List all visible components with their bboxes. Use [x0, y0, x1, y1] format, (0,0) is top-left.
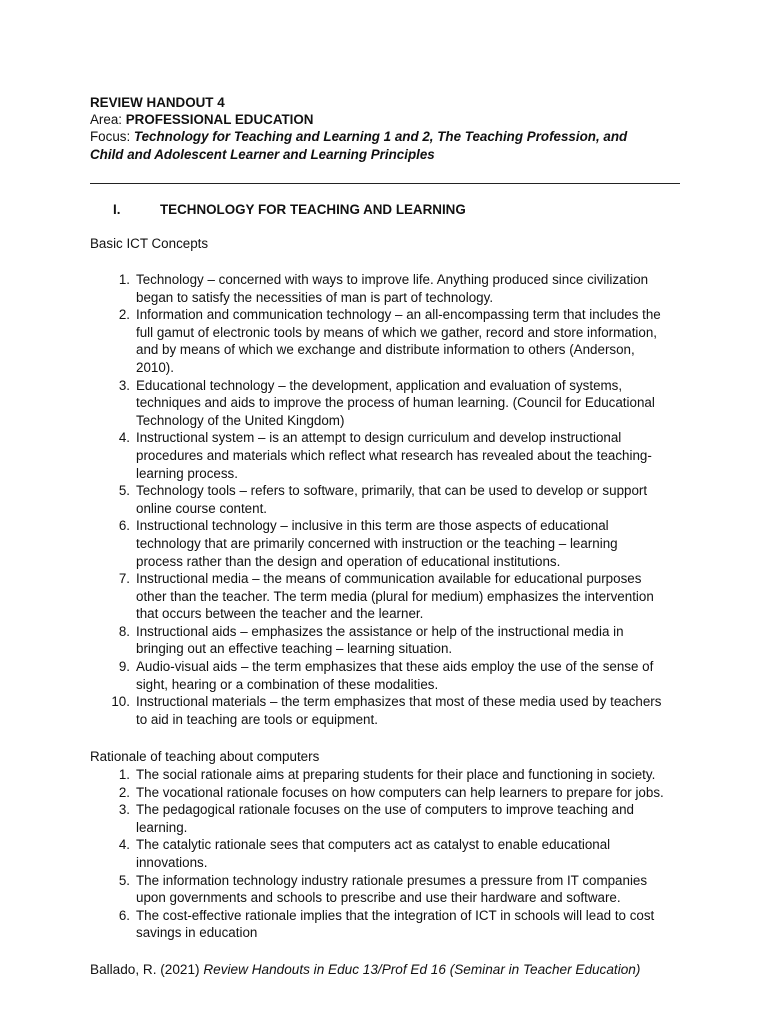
handout-title: REVIEW HANDOUT 4: [90, 95, 225, 110]
list-item-number: 4 .: [110, 836, 130, 854]
list-item-text-line: learning.: [136, 819, 188, 835]
list-item-number: 10 .: [110, 693, 130, 711]
list-item-text-line: savings in education: [136, 925, 258, 941]
basic-ict-list: [90, 271, 680, 728]
list-item: [90, 836, 680, 871]
list-item-text-line: other than the teacher. The term media (plural for medium) emphasizes the intervention: [136, 588, 654, 604]
list-item-text-line: Information and communication technology – an all-encompassing term that includes the: [136, 307, 661, 323]
rationale-list: [90, 766, 680, 942]
area-line: [90, 111, 313, 129]
list-item-number: 5 .: [110, 482, 130, 500]
list-item-text-line: Instructional technology – inclusive in this term are those aspects of educational: [136, 518, 609, 534]
list-item-text-line: techniques and aids to improve the process of human learning. (Council for Educational: [136, 395, 655, 411]
list-item: [90, 482, 680, 517]
list-item: [90, 377, 680, 430]
list-item-text-line: to aid in teaching are tools or equipment.: [136, 711, 378, 727]
list-item-text-line: that occurs between the teacher and the learner.: [136, 606, 424, 622]
list-item-text-line: Technology tools – refers to software, primarily, that can be used to develop or support: [136, 483, 648, 499]
list-item-number: 6 .: [110, 907, 130, 925]
list-item-number: 8 .: [110, 623, 130, 641]
list-item-text-line: The cost-effective rationale implies that the integration of ICT in schools will lead to cost: [136, 907, 655, 923]
list-item-text-line: Instructional media – the means of communication available for educational purposes: [136, 571, 642, 587]
list-item: [90, 271, 680, 306]
list-item-number: 2 .: [110, 306, 130, 324]
focus-label: Focus:: [90, 129, 131, 144]
focus-value-line2: Child and Adolescent Learner and Learning Principles: [90, 147, 435, 162]
focus-value-line1: Technology for Teaching and Learning 1 and 2, The Teaching Profession, and: [133, 129, 628, 144]
list-item-text-line: full gamut of electronic tools by means of which we gather, record and store information,: [136, 324, 658, 340]
list-item: [90, 658, 680, 693]
list-item-number: 2 .: [110, 784, 130, 802]
list-item-text-line: Educational technology – the development, application and evaluation of systems,: [136, 377, 623, 393]
list-item: [90, 623, 680, 658]
list-item-number: 5 .: [110, 872, 130, 890]
list-item: [90, 429, 680, 482]
list-item-number: 1 .: [110, 766, 130, 784]
list-item-text-line: online course content.: [136, 500, 268, 516]
list-item-number: 1 .: [110, 271, 130, 289]
list-item-text-line: Instructional system – is an attempt to design curriculum and develop instructional: [136, 430, 622, 446]
list-item-number: 4 .: [110, 429, 130, 447]
list-item: [90, 306, 680, 376]
section-number: I.: [113, 202, 121, 217]
list-item-text-line: technology that are primarily concerned with instruction or the teaching – learning: [136, 535, 618, 551]
list-item: [90, 693, 680, 728]
list-item-text-line: innovations.: [136, 854, 208, 870]
focus-line: [90, 128, 627, 146]
list-item-text-line: process rather than the design and operation of educational institutions.: [136, 553, 561, 569]
area-label: Area:: [90, 112, 123, 127]
list-item-text-line: Instructional materials – the term emphasizes that most of these media used by teachers: [136, 694, 662, 710]
list-item: [90, 801, 680, 836]
list-item-text-line: Technology – concerned with ways to improve life. Anything produced since civilization: [136, 272, 649, 287]
list-item-number: 6 .: [110, 517, 130, 535]
footer-title: Review Handouts in Educ 13/Prof Ed 16 (Seminar in Teacher Education): [203, 962, 641, 977]
list-item-number: 9 .: [110, 658, 130, 676]
section-title: TECHNOLOGY FOR TEACHING AND LEARNING: [160, 202, 466, 217]
list-item-text-line: Audio-visual aids – the term emphasizes that these aids employ the use of the sense of: [136, 659, 654, 675]
basic-ict-heading: Basic ICT Concepts: [90, 236, 209, 251]
list-item-text-line: began to satisfy the necessities of man is part of technology.: [136, 289, 494, 305]
list-item-text-line: and by means of which we exchange and distribute information to others (Anderson,: [136, 342, 635, 358]
list-item: [90, 784, 680, 802]
list-item-text-line: sight, hearing or a combination of these modalities.: [136, 676, 439, 692]
list-item-text-line: bringing out an effective teaching – learning situation.: [136, 641, 453, 657]
list-item: [90, 570, 680, 623]
footer-citation: [90, 961, 640, 979]
list-item: [90, 766, 680, 784]
list-item-number: 3 .: [110, 801, 130, 819]
list-item-text-line: The information technology industry rationale presumes a pressure from IT companies: [136, 872, 648, 888]
list-item: [90, 907, 680, 942]
list-item-text-line: Instructional aids – emphasizes the assistance or help of the instructional media in: [136, 623, 624, 639]
list-item-text-line: procedures and materials which reflect what research has revealed about the teaching-: [136, 447, 652, 463]
list-item-text-line: The vocational rationale focuses on how computers can help learners to prepare for jobs.: [136, 784, 664, 800]
list-item-text-line: Technology of the United Kingdom): [136, 412, 345, 428]
list-item: [90, 517, 680, 570]
list-item-text-line: 2010).: [136, 359, 174, 375]
header-divider: [90, 183, 680, 184]
list-item: [90, 872, 680, 907]
list-item-text-line: learning process.: [136, 465, 238, 481]
rationale-heading: Rationale of teaching about computers: [90, 749, 320, 764]
footer-author: Ballado, R. (2021): [90, 962, 200, 977]
list-item-number: 7 .: [110, 570, 130, 588]
list-item-text-line: The social rationale aims at preparing students for their place and functioning in society.: [136, 767, 656, 782]
list-item-number: 3 .: [110, 377, 130, 395]
list-item-text-line: The catalytic rationale sees that computers act as catalyst to enable educational: [136, 837, 611, 853]
area-value: PROFESSIONAL EDUCATION: [125, 112, 314, 127]
list-item-text-line: upon governments and schools to prescribe and use their hardware and software.: [136, 890, 621, 906]
list-item-text-line: The pedagogical rationale focuses on the use of computers to improve teaching and: [136, 802, 634, 818]
